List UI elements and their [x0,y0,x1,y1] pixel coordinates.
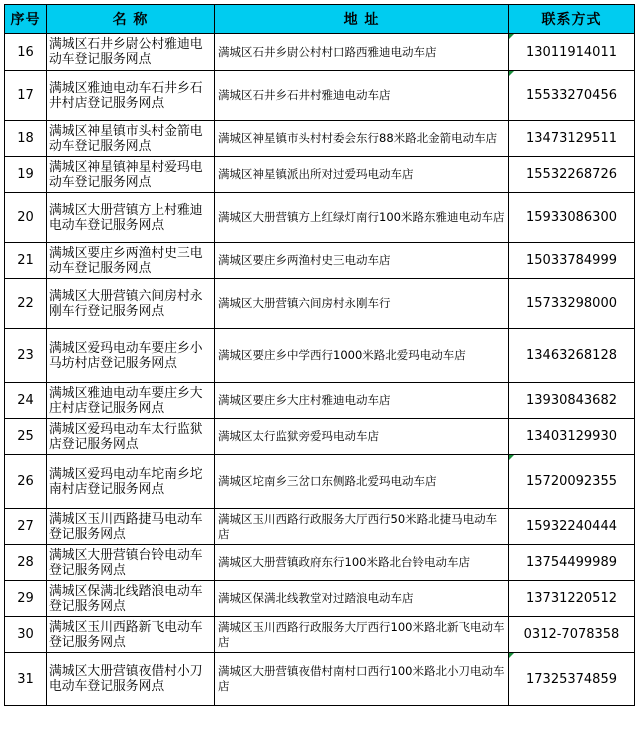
row-address: 满城区石井乡石井村雅迪电动车店 [215,71,509,121]
row-address: 满城区要庄乡两渔村史三电动车店 [215,243,509,279]
table-body [5,34,635,706]
row-phone: 15533270456 [509,71,635,121]
row-address: 满城区要庄乡中学西行1000米路北爱玛电动车店 [215,329,509,383]
row-phone: 0312-7078358 [509,617,635,653]
row-phone: 15033784999 [509,243,635,279]
row-name: 满城区大册营镇台铃电动车登记服务网点 [47,545,215,581]
row-address: 满城区神星镇市头村村委会东行88米路北金箭电动车店 [215,121,509,157]
row-phone: 13011914011 [509,34,635,71]
row-phone: 13463268128 [509,329,635,383]
table-row [5,157,635,193]
header-name: 名 称 [47,5,215,34]
row-phone: 15720092355 [509,455,635,509]
table-row [5,383,635,419]
row-address: 满城区保满北线教堂对过踏浪电动车店 [215,581,509,617]
row-name: 满城区爱玛电动车太行监狱店登记服务网点 [47,419,215,455]
row-phone: 13754499989 [509,545,635,581]
row-address: 满城区神星镇派出所对过爱玛电动车店 [215,157,509,193]
row-index: 24 [5,383,47,419]
row-name: 满城区神星镇神星村爱玛电动车登记服务网点 [47,157,215,193]
row-name: 满城区玉川西路新飞电动车登记服务网点 [47,617,215,653]
service-points-table [4,4,635,706]
row-index: 26 [5,455,47,509]
row-index: 28 [5,545,47,581]
table-header-row [5,5,635,34]
row-name: 满城区大册营镇方上村雅迪电动车登记服务网点 [47,193,215,243]
row-index: 31 [5,653,47,706]
table-row [5,581,635,617]
row-address: 满城区大册营镇六间房村永刚车行 [215,279,509,329]
row-name: 满城区要庄乡两渔村史三电动车登记服务网点 [47,243,215,279]
row-index: 27 [5,509,47,545]
table-row [5,509,635,545]
row-index: 19 [5,157,47,193]
table-row [5,455,635,509]
row-index: 16 [5,34,47,71]
row-name: 满城区爱玛电动车要庄乡小马坊村店登记服务网点 [47,329,215,383]
row-name: 满城区大册营镇六间房村永刚车行登记服务网点 [47,279,215,329]
header-index: 序号 [5,5,47,34]
row-address: 满城区大册营镇政府东行100米路北台铃电动车店 [215,545,509,581]
row-address: 满城区坨南乡三岔口东侧路北爱玛电动车店 [215,455,509,509]
row-name: 满城区雅迪电动车要庄乡大庄村店登记服务网点 [47,383,215,419]
row-address: 满城区要庄乡大庄村雅迪电动车店 [215,383,509,419]
row-name: 满城区爱玛电动车坨南乡坨南村店登记服务网点 [47,455,215,509]
row-phone: 15733298000 [509,279,635,329]
row-address: 满城区石井乡尉公村村口路西雅迪电动车店 [215,34,509,71]
row-phone: 15933086300 [509,193,635,243]
row-index: 20 [5,193,47,243]
header-contact: 联系方式 [509,5,635,34]
row-phone: 17325374859 [509,653,635,706]
table-row [5,121,635,157]
row-name: 满城区雅迪电动车石井乡石井村店登记服务网点 [47,71,215,121]
row-phone: 13403129930 [509,419,635,455]
table-row [5,193,635,243]
row-address: 满城区大册营镇夜借村南村口西行100米路北小刀电动车店 [215,653,509,706]
row-name: 满城区保满北线踏浪电动车登记服务网点 [47,581,215,617]
row-address: 满城区大册营镇方上红绿灯南行100米路东雅迪电动车店 [215,193,509,243]
table-row [5,419,635,455]
row-address: 满城区玉川西路行政服务大厅西行100米路北新飞电动车店 [215,617,509,653]
table-row [5,653,635,706]
table-row [5,329,635,383]
table-row [5,545,635,581]
row-phone: 13731220512 [509,581,635,617]
table-row [5,34,635,71]
row-address: 满城区玉川西路行政服务大厅西行50米路北捷马电动车店 [215,509,509,545]
row-index: 22 [5,279,47,329]
row-phone: 13473129511 [509,121,635,157]
row-phone: 13930843682 [509,383,635,419]
row-index: 29 [5,581,47,617]
row-index: 18 [5,121,47,157]
table-row [5,617,635,653]
row-name: 满城区石井乡尉公村雅迪电动车登记服务网点 [47,34,215,71]
table-row [5,279,635,329]
table-row [5,71,635,121]
row-index: 30 [5,617,47,653]
row-name: 满城区大册营镇夜借村小刀电动车登记服务网点 [47,653,215,706]
header-address: 地 址 [215,5,509,34]
row-phone: 15932240444 [509,509,635,545]
table-row [5,243,635,279]
row-name: 满城区神星镇市头村金箭电动车登记服务网点 [47,121,215,157]
row-name: 满城区玉川西路捷马电动车登记服务网点 [47,509,215,545]
row-index: 17 [5,71,47,121]
row-address: 满城区太行监狱旁爱玛电动车店 [215,419,509,455]
row-index: 23 [5,329,47,383]
row-index: 25 [5,419,47,455]
row-phone: 15532268726 [509,157,635,193]
row-index: 21 [5,243,47,279]
